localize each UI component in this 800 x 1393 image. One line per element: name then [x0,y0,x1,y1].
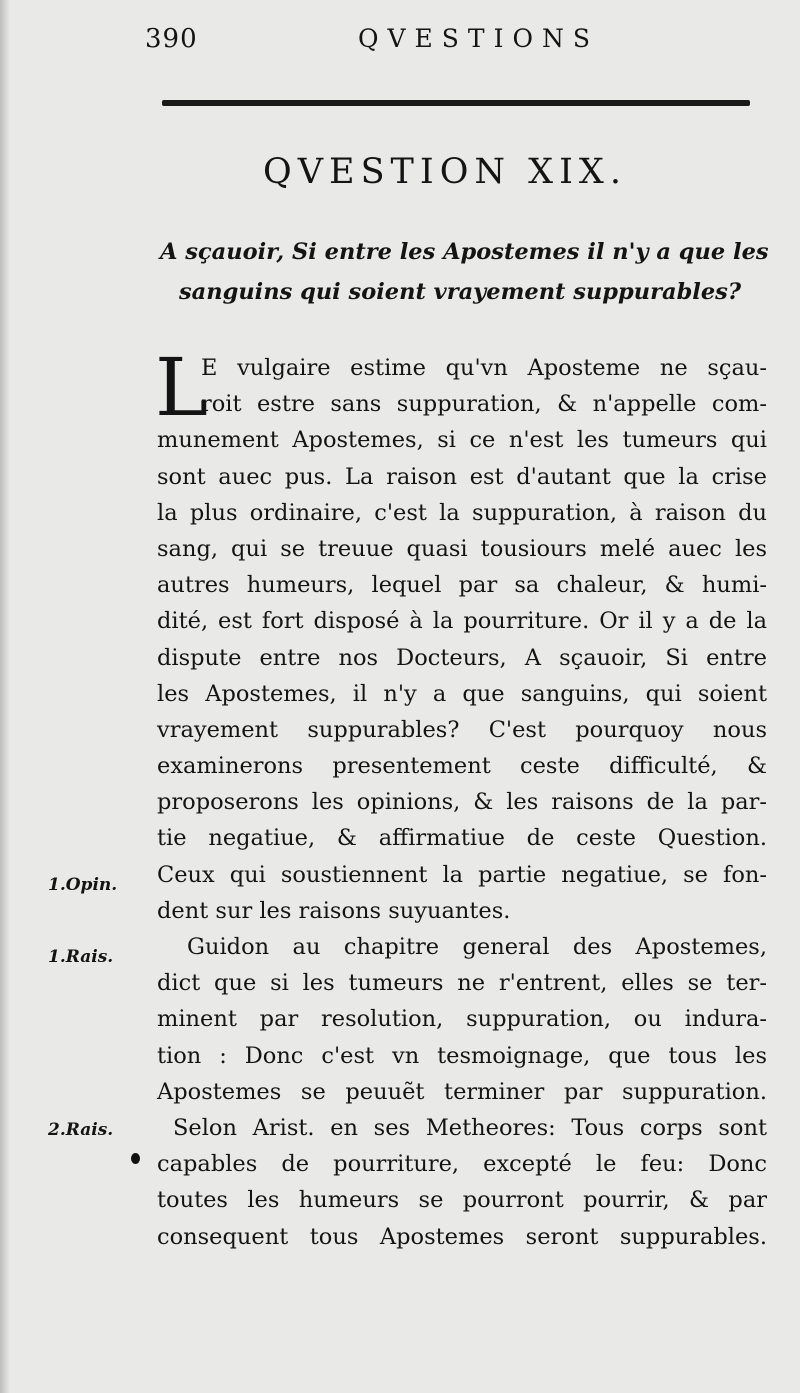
question-subtitle [160,232,769,312]
margin-note-raison-2: 2.Rais. [48,1120,114,1140]
margin-note-raison-1: 1.Rais. [48,947,114,967]
text-line: consequent tous Apostemes seront suppurables. [157,1223,767,1250]
text-line: examinerons presentement ceste difficulté, & [157,753,767,780]
text-line: dent sur les raisons suyuantes. [157,897,511,924]
subtitle-line: A sçauoir, Si entre les Apostemes il n'y a que les [160,239,769,265]
text-line: Apostemes se peuuẽt terminer par suppuration. [157,1078,767,1105]
ornamental-rule [162,100,750,106]
text-line: autres humeurs, lequel par sa chaleur, & humi- [157,572,767,599]
text-line: vrayement suppurables? C'est pourquoy nous [157,716,767,743]
text-line: roit estre sans suppuration, & n'appelle com- [201,391,767,418]
text-line: tion : Donc c'est vn tesmoignage, que tous les [157,1042,767,1069]
question-title: QVESTION XIX. [263,152,627,192]
subtitle-line: sanguins qui soient vrayement suppurables? [178,279,742,305]
margin-note-opinion: 1.Opin. [48,875,118,895]
text-line: minent par resolution, suppuration, ou indura- [157,1006,767,1033]
text-line: la plus ordinaire, c'est la suppuration, à raison du [157,499,767,526]
text-line: Selon Arist. en ses Metheores: Tous corps sont [173,1114,767,1141]
ink-mark [131,1153,140,1164]
text-line: dict que si les tumeurs ne r'entrent, elles se ter- [157,970,767,997]
text-line: capables de pourriture, excepté le feu: Donc [157,1151,767,1178]
text-line: Guidon au chapitre general des Apostemes, [187,934,767,960]
page-header [0,14,800,54]
text-line: les Apostemes, il n'y a que sanguins, qui soient [157,680,767,707]
text-line: Ceux qui soustiennent la partie negatiue, se fon- [157,861,767,888]
text-line: dispute entre nos Docteurs, A sçauoir, Si entre [157,644,767,671]
text-line: sont auec pus. La raison est d'autant que la crise [157,463,767,490]
text-line: dité, est fort disposé à la pourriture. Or il y a de la [157,608,767,635]
text-line: E vulgaire estime qu'vn Aposteme ne sçau- [201,355,767,381]
page-number: 390 [145,24,198,54]
text-line: tie negatiue, & affirmatiue de ceste Question. [157,825,767,852]
text-line: munement Apostemes, si ce n'est les tumeurs qui [157,427,767,454]
body-text [155,341,767,1255]
running-title: QVESTIONS [358,24,599,53]
text-line: proposerons les opinions, & les raisons de la par- [157,789,767,816]
page-edge-shadow [0,0,10,1393]
text-line: toutes les humeurs se pourront pourrir, & par [157,1187,767,1214]
drop-capital: L [155,341,209,434]
text-line: sang, qui se treuue quasi tousiours melé auec les [157,535,767,562]
